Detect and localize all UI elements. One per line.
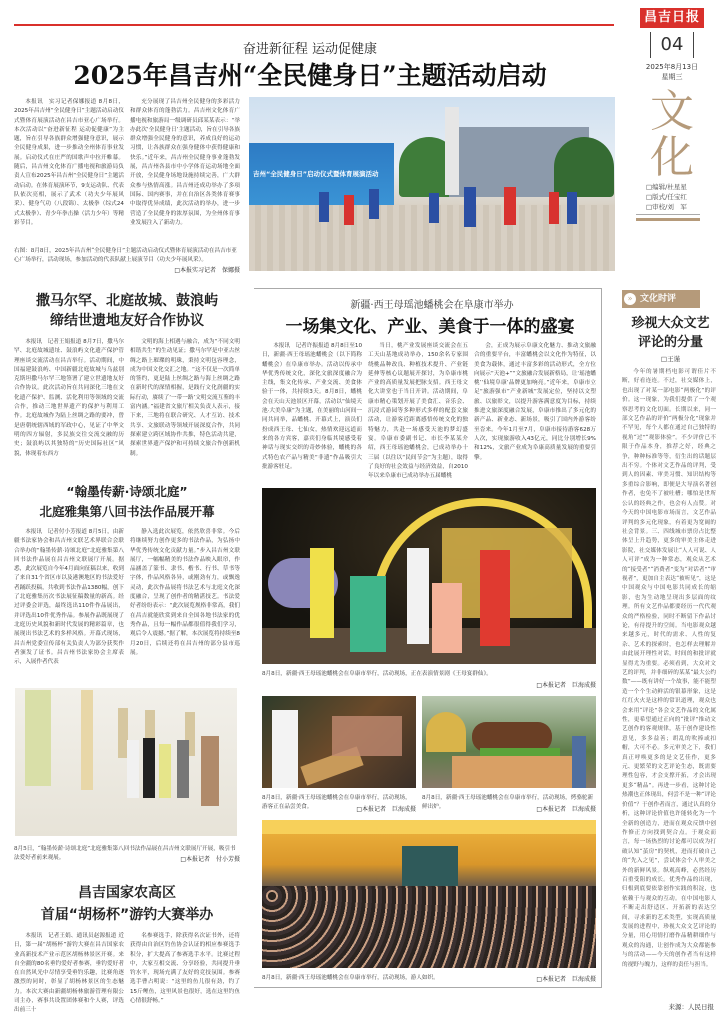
commentary-author: □王谨 — [660, 355, 681, 363]
dancer — [407, 548, 429, 644]
lead-body-col1: 本报讯 实习记者保娜报道 8月8日，2025年昌吉州“全民健身日”主题活动启动仪式暨体育展演活动在昌吉市亚心广场举行。本次活动以“奋进新征程 运动促健康”为主题，旨在引导各族群众增强健身意识，展示全民健身成果，进一步推动全州体育事业发展。启动仪式在庄严的国歌声中拉开帷幕。随后，昌吉州文化体育广播电视和旅游局负责人宣布2025年昌吉州“全民健身日”主题活动启动。在体育展演环节，9支运动队、代表队依次亮相，展示了武术（功夫少年展风采）、健身气功（八段锦）、太极拳（综式24式太极拳）、青少年拳击操（活力少年）等精彩节目。 — [14, 99, 124, 226]
calligraphy-photo-caption: 8月5日，“翰墨传薪·诗颂北庭”北庭雅集第八回书法作品展在昌吉州文联展厅开展，吸引书法爱好者前来观展。 — [14, 846, 236, 861]
fishing-body-col1: 本报讯 记者王娟、通讯员赵源报道 近日，第一届“胡杨杯”游钓大赛在昌吉国家农业高新技术产业示范区胡杨林景区开赛。来自全疆的80名垂钓爱好者参赛，垂钓爱好者在自然风光中尽情享受垂钓乐趣，比赛角逐激烈的同时，彰显了胡杨林景区的生态魅力。本次大赛由新疆胡杨林旅游管理有限公司主办，赛事共设置团体赛和个人赛，评选出前三十 — [14, 933, 124, 1014]
commentary-title-line2: 评论的分量 — [637, 335, 703, 350]
roast-camel-caption: 8月8日，新疆·西王母瑶池蟠桃会在阜康市举行，活动现场，烤骆驼新鲜出炉。 — [422, 795, 594, 810]
decorative-wheel — [426, 712, 466, 752]
crowd-mass — [262, 886, 596, 968]
visitor — [177, 740, 189, 798]
lead-body-col2: 充分展现了昌吉州全民健身的多彩活力和群众体育的蓬勃活力。昌吉州文化体育广播电视和旅游局一级调研员邱某某表示：“举办此次‘全民健身日’主题活动，旨在引导各族群众增强全民健身的意识，养成良好的运动习惯，让各族群众在强身健体中获得健康和快乐。”近年来，昌吉州全民健身事业蓬勃发展，昌吉州各县市中小学体育运动场地全面开放，全民健身场地设施持续完善，广大群众参与热情高涨。昌吉州还成功举办了多项国际、国内赛事，并在自治区各类体育赛事中取得优异成绩，此次活动的举办，进一步营造了全民健身的浓厚氛围，为全州体育事业发展注入了新动力。 — [130, 99, 240, 226]
performer — [504, 187, 516, 225]
scroll — [81, 690, 93, 790]
lead-photo-caption: 右图：8月8日，2025年昌吉州“全民健身日”主题活动启动仪式暨体育展演活动在昌吉市亚心广场举行，活动现场，参加活动的代表队献上展演节目（功夫少年展风采）。 — [14, 248, 237, 263]
commentary-body: 今年的暑期档电影可谓佳片不断，好看连连。不过，社交媒体上，也出现了对某一部电影“两极化”的评价。这一现象，为我们提供了一个观察思考的文化切面。长期以来，同一部文艺作品的评价“两极分化”现象并不罕见，每个人都在通过自己独特的视角“过”“观影体验”。不少评价已不限于作品本身，推荐之好，经典之争，种种标准等等，衍生出的话题层出不穷。个体对文艺作品的评判，受到人的因素、审美习惯、知识结构等多重综合影响，即便是大导演名著创作者，也免不了被吐槽；哪怕是世所公认的经典之作，也会有人点赞。对今天的中国电影市场而言，文艺作品评判的多元化现象，有着更为宽阔的社会背景。三、四线城市票房占比整体呈上升趋势，更多的审美主体走进影院，社交媒体发展让“人人可说、人人可评”成为一种常态，观众从艺术的“接受者”“消费者”变为“对话者”“审视者”，更加自主表达“被听见”，这是中国观众与中国电影共同成长的缩影，也为生动地呈现出多层面的纹理。所有文艺作品都要经历一代代观众的严格检验，同时不断留下作品讨论，有待提升的空间。当电影观众越来越多元，时代的需求、人性的复杂、艺术的探索时，也怎样去理解并由此展开理性对话，时间的和批评就显得尤为重要。必须看到，大众对文艺的评判，并非细碎的某某“最大公约数”——既有讲好一个故事，能不能塑造一个个生动鲜活的银幕形象，这是红红火火是这样的常识道理，观众也会来用“评论”各会文艺作品的文化属性，更希望通过正向的“批评”推动文艺创作的客观规律，基于创作建设性意见，多多益善；胡乱的吹捧或扣帽，大可不必。多元审美之下，我们真正呼唤更多的是文艺佳作，更多元、更繁荣的文艺评论生态，既需要理性包容，才会支撑开拓，才会出现更多“精品”。再进一步看，这种讨论热潮也正体现出，何尝不是一种“评论价值”？于创作者而言，通过认真的分析，这种评论价值也许能转化为一个全新的创造力，进而在观众反馈中创作修正方向找到契合点。于观众而言，每一场热烈的讨论都可以成为打破认知“茧房”的契机，进而打破自己的“先入之见”，尝试体会个人审美之外的新鲜风景。纵观高峰，必然经历百重受阻的成长。优秀作品的出现，归根到底要依靠创作实践的积淀，也依赖于与观众的互动。在中国电影人不断走出舒适区、开拓新的表达空间，寻求新的艺术类型，实现高质量发展的进程中，珍视大众文艺评论的分量，用心用情打磨作品精耕细作与观众的沟通，让创作成为大众都能参与的活动——今天的创作者当有这样的视野与魄力，这样的责任与担当。 — [622, 369, 716, 968]
performer — [344, 195, 354, 225]
calligraphy-body-col2: 静入选此次展览，依然欣喜非常。今后将继续努力创作更多的书法作品，为弘扬中华优秀传统文化贡献力量。”步入昌吉州文联展厅，一幅幅精美的书法作品映入眼帘，作品涵盖了篆书、隶书、楷书、行书、草书等字体，作品风格各异，或刚劲有力，或飘逸灵动，此次作品展将书法艺术与北庭文化深度融合，呈现了创作者的精湛技艺。书法爱好者纷纷表示：“此次展览规格非常高，我们在昌吉就能欣赏到来自全国各地书法家的优秀作品，且每一幅作品都很值得我们学习，观后令人震撼。”据了解，本次展览将持续至8月20日，后续还将在昌吉州的部分县市巡展。 — [130, 529, 240, 656]
peach-kicker: 新疆·西王母瑶池蟠桃会在阜康市举办 — [350, 300, 514, 311]
performance-photo — [262, 488, 596, 664]
divider-accent — [636, 218, 700, 221]
fishing-headline-1: 昌吉国家农高区 — [78, 885, 176, 901]
heritage-body-col1: 本报讯 记者王娟报道 8月7日，撒马尔罕、北庭故城遗址、鼓浪屿文化遗产保护管理座谈交流活动在昌吉举行。活动期间，中国福建鼓浪屿、中国新疆北庭故城与乌兹别克斯坦撒马尔罕三地签署了建立世遗地友好合作协议。此次活动旨在共同深化三地在文化遗产保护、监测、活化利用等领域的交流合作，推动三地世界遗产的保护与利用工作。北庭故城作为陆上丝绸之路的要冲，曾是唐朝统辖西域的军政中心，见证了中华文明的四方辐射，多民族交往交流交融的历史；鼓浪屿以其独特的“历史国际社区”风貌，体现着东西方 — [14, 339, 124, 457]
commentary-title-line1: 珍视大众文艺 — [631, 316, 710, 331]
peach-body-col3: 会，正成为展示阜康文化魅力、推动文旅融合的重要平台，丰富蟠桃会以文化作为特征，以美食为载体，通过丰富多彩的活动形式，全方位向展示“天池+”“文旅融合发展新格局，让‘瑶池蟠桃’‘仙境阜康’品牌更加响亮。”近年来，阜康市立足“旅游强市”产业新城“发展定位，坚持以文塑旅、以旅彰文，以提升游客满意度为目标，持续推进文旅深度融合发展，阜康市推出了多元化的新产品、新业态、新场景，吸引了国内外游客纷至沓来。今年1月至7月，阜康市接待游客628万人次，实现旅游收入43亿元，同比分别增长9%和12%，文旅产业成为阜康高质量发展的重要引擎。 — [474, 343, 596, 461]
divider — [636, 214, 700, 215]
performance-photo-credit: □本报记者 巨海成摄 — [536, 682, 596, 689]
date-text: 2025年8月13日 — [645, 63, 699, 71]
dancer — [432, 583, 462, 653]
chevron-right-icon: » — [624, 293, 636, 305]
peach-body-col2: 当日，桃产业发展座谈交流会在五工天山基地成功举办，150余名专家围绕桃品种改良、种植技术提升、产业链延伸等核心议题展开探讨，为阜康市桃产业的高质量发展把脉支招。西王母文化大讲堂也于当日开讲。活动期间，阜康市精心策划开展了美食汇、音乐会、沉浸式游园等多种形式多样的配套文旅活动，让游客近距离感悟传统文化的独特魅力，共赴一场感受天池的梦幻盛宴。阜康市委副书记、市长李某某介绍，西王母瑶池蟠桃会，已成功举办十三届（以往以“民间节会”为主题），取得了良好的社会效益与经济效益，自2010年以来阜康市已成功举办五届蟠桃 — [368, 343, 468, 480]
heritage-headline-1: 撒马尔罕、北庭故城、鼓浪屿 — [36, 293, 218, 309]
chef — [272, 710, 298, 788]
food-tasting-photo — [262, 696, 416, 788]
performer — [429, 193, 439, 223]
crowd — [332, 716, 402, 756]
dancer — [310, 548, 334, 638]
lead-photo — [249, 97, 615, 271]
proofreader-line: □审校/刘 军 — [646, 203, 687, 211]
fishing-headline-2: 首届“胡杨杯”游钓大赛举办 — [40, 907, 214, 923]
visitor — [143, 738, 155, 798]
event-banner-text: 吉州“全民健身日”启动仪式暨体育展演活动 — [253, 170, 379, 178]
visitor — [159, 744, 171, 798]
tree — [554, 137, 614, 197]
person — [572, 736, 586, 788]
calligraphy-exhibition-photo — [15, 688, 237, 836]
layout-editor-line: □版式/任宝红 — [646, 193, 687, 201]
lead-photo-credit: □本报实习记者 保娜摄 — [174, 267, 240, 274]
fishing-body-col2: 名参赛选手，除获得名次证书外，还将获得由自治区钓鱼协会认证的相应参赛选手积分，扩大提高了参赛选手水平。比赛过程中，大家互相交流、分享经验，共同提升垂钓水平，现场充满了友好的竞技氛围。参赛选手曹占明说：“这里的鱼儿很有劲，钓了15斤鲤鱼，这里风景也很好，选在这里钓鱼心情很舒畅。” — [130, 933, 240, 1005]
visitor — [201, 736, 219, 806]
weekday-text: 星期三 — [661, 73, 683, 81]
monument — [445, 107, 459, 195]
performer — [549, 192, 559, 224]
heritage-body-col2: 文明的海上相遇与融合，成为“不同文明相谐共生”的生动见证；撒马尔罕是中亚古丝绸之路上璀璨的明珠，秉持文明包容理念，成为中国文化交汇之地。“这不仅是一次简单的签约，更是陆上丝绸之路与海上丝绸之路在新时代的深情相握，是践行文化润疆的实际行动，赓续了‘一带一路’文明交流互鉴的丰富内涵。”福建省文旅厅相关负责人表示，接下来，三地将在联合研究、人才互访、技术共享、文旅联动等领域开展深度合作，共同探索建立跨区域协作共推，特色活动共建，探索世界遗产保护和可持续文旅合作创新机制。 — [130, 339, 240, 457]
commentary-source: 来源：人民日报 — [668, 1003, 714, 1011]
performer — [567, 192, 577, 224]
visitor — [127, 740, 139, 798]
calligraphy-photo-credit: □本报记者 付小芳摄 — [180, 856, 240, 863]
lead-kicker: 奋进新征程 运动促健康 — [242, 42, 378, 57]
newspaper-logo: 昌吉日报 — [640, 8, 704, 28]
calligraphy-body-col1: 本报讯 记者付小芳报道 8月5日，由新疆书法家协会和昌吉州文联艺术界联合会联合举办的“翰墨传薪·诗颂北庭”北庭雅集第八回书法作品展在昌吉州文联展厅开展。据悉，此次展览自今年4月面向征稿以来，收到了来自31个省区市以及港澳地区的书法爱好者踊跃投稿，共收到书法作品1380幅，创下了北庭雅集历次书法展征稿数量的新高。经过评委会评选，最终选出110件作品展出，并评选出10件优秀作品。参展作品既展现了北庭历史风貌和新时代发展的精彩篇章，也展现出书法艺术的多样风格。开幕式现场，昌吉州党委宣传部有关负责人为部分获奖作者颁发了证书。昌吉州书法家协会主席表示，入展作者代表 — [14, 529, 124, 666]
masthead-rule — [14, 24, 614, 26]
lead-headline: 2025年昌吉州“全民健身日”主题活动启动 — [73, 61, 547, 90]
lantern-ceiling — [262, 820, 596, 834]
heritage-headline-2: 缔结世遗地友好合作协议 — [50, 313, 204, 329]
commentary-title — [622, 314, 719, 352]
dancer — [350, 576, 386, 652]
gate-sign — [402, 846, 458, 886]
performance-photo-caption: 8月8日，新疆·西王母瑶池蟠桃会在阜康市举行，活动现场，正在表演情景剧《王母宴群仙》。 — [262, 671, 492, 677]
food-tasting-credit: □本报记者 巨海成摄 — [356, 806, 416, 813]
performer — [319, 192, 329, 222]
performer — [369, 189, 379, 219]
display-table — [452, 756, 572, 788]
roast-camel-credit: □本报记者 巨海成摄 — [536, 806, 596, 813]
scroll — [25, 690, 51, 786]
crowd-photo — [262, 820, 596, 968]
editor-credits — [646, 182, 716, 212]
peach-headline: 一场集文化、产业、美食于一体的盛宴 — [285, 317, 575, 337]
section-title-char-1: 文 — [650, 86, 694, 137]
peach-body-col1: 本报讯 记者许振报道 8月8日至10日，新疆·西王母瑶池蟠桃会（以下简称蟠桃会）在阜康市举办。活动以传承中华优秀传统文化，深化文旅深度融合为主线，集文化传承、产业交流、美食体验于一体，共持续3天。8月8日，蟠桃会在天山天池景区开幕，活动以“仙境天池·大美阜康”为主题，在美丽的山河间一同共同举，品蟠桃、开幕式上，演员们扮成西王母、七仙女，热情欢迎远道而来的各方宾客，嘉宾们身临其境感受着神话与现实交织的奇妙体验，蟠桃的各式特色农产品与精美“非遗”作品吸引大批游客驻足。 — [262, 343, 362, 470]
roast-camel-photo — [422, 696, 596, 788]
dancer — [480, 550, 510, 646]
food-tasting-caption: 8月8日，新疆·西王母瑶池蟠桃会在阜康市举行，活动现场，游客正在品尝美食。 — [262, 795, 411, 810]
page-number: 04 — [650, 32, 694, 58]
crowd-photo-credit: □本报记者 巨海成摄 — [536, 976, 596, 983]
editor-line: □编辑/杜星星 — [646, 183, 687, 191]
section-title-char-2: 化 — [650, 132, 694, 183]
commentary-tag: 文化时评 — [622, 290, 700, 308]
calligraphy-headline-1: “翰墨传薪·诗颂北庭” — [66, 484, 188, 499]
issue-date — [628, 62, 716, 82]
calligraphy-headline-2: 北庭雅集第八回书法作品展开幕 — [39, 504, 215, 519]
crowd-photo-caption: 8月8日，新疆·西王母瑶池蟠桃会在阜康市举行，活动现场，游人如织。 — [262, 975, 439, 981]
performer — [464, 187, 476, 227]
